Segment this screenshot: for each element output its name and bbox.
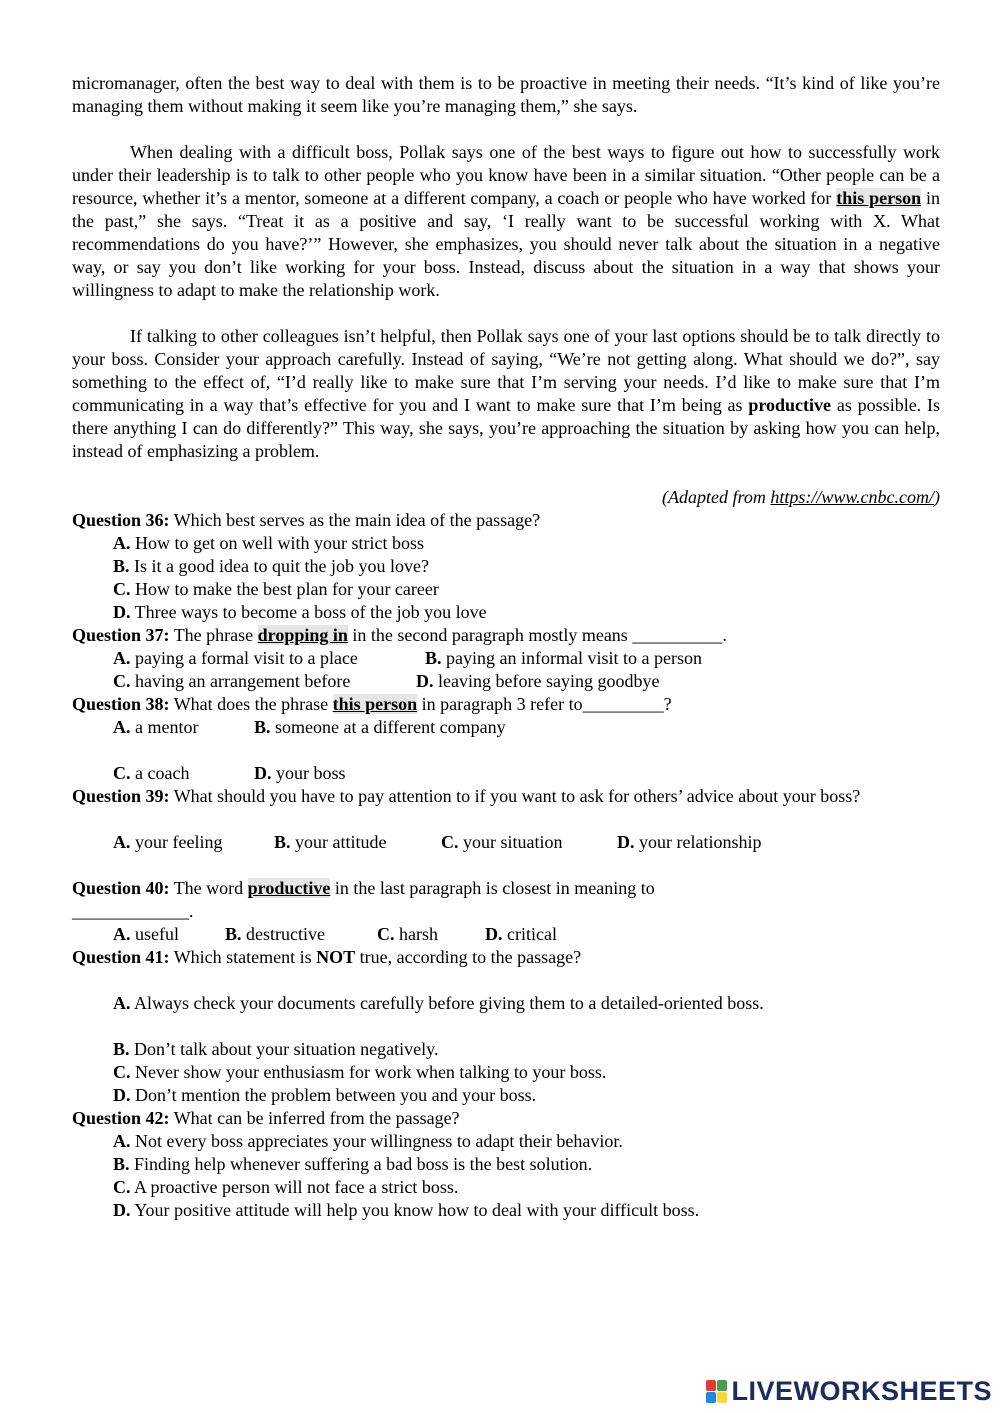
option-letter: D. xyxy=(113,602,131,622)
passage-paragraph-1 xyxy=(72,72,940,118)
brand-name: LIVEWORKSHEETS xyxy=(731,1375,992,1406)
option-c[interactable] xyxy=(113,1061,940,1084)
option-a[interactable] xyxy=(113,1130,940,1153)
option-letter: C. xyxy=(113,1062,131,1082)
option-c[interactable] xyxy=(113,670,416,693)
logo-square-icon xyxy=(706,1392,716,1403)
option-text: your feeling xyxy=(130,832,223,852)
option-d[interactable] xyxy=(113,601,940,624)
question-label: Question 39: xyxy=(72,786,170,806)
option-text: your relationship xyxy=(634,832,762,852)
question-text: Which statement is xyxy=(169,947,317,967)
option-letter: D. xyxy=(485,924,503,944)
passage-paragraph-2 xyxy=(72,141,940,302)
option-text: leaving before saying goodbye xyxy=(433,671,660,691)
option-text: your situation xyxy=(458,832,563,852)
question-label: Question 37: xyxy=(72,625,170,645)
highlighted-phrase: dropping in xyxy=(257,625,348,645)
option-a[interactable] xyxy=(113,923,225,946)
option-b[interactable] xyxy=(113,1153,940,1176)
paragraph-text: in the past,” she says. “Treat it as a positive and say, ‘I really want to be successful working with X. What recommendations do you have?’” However, she emphasizes, you should never talk about the situation in a negative way, or say you don’t like working for your boss. Instead, discuss about the situation in a way that shows your willingness to adapt to make the relationship work. xyxy=(72,188,940,300)
question-text: The phrase xyxy=(169,625,258,645)
option-text: How to make the best plan for your career xyxy=(130,579,439,599)
spacer xyxy=(72,1015,940,1038)
paragraph-text: as possible. Is there anything I can do differently?” This way, she says, you’re approaching the situation by asking how you can help, instead of emphasizing a problem. xyxy=(72,395,941,461)
question-label: Question 41: xyxy=(72,947,170,967)
option-text: critical xyxy=(502,924,557,944)
option-letter: C. xyxy=(441,832,459,852)
question-41 xyxy=(72,946,940,969)
emphasis-word: NOT xyxy=(316,947,356,967)
question-text: What should you have to pay attention to if you want to ask for others’ advice about your boss? xyxy=(169,786,861,806)
option-c[interactable] xyxy=(113,1176,940,1199)
option-text: useful xyxy=(130,924,179,944)
option-c[interactable] xyxy=(441,831,617,854)
bold-word: productive xyxy=(748,395,832,415)
question-text: in the last paragraph is closest in meaning to xyxy=(330,878,655,898)
highlighted-phrase: productive xyxy=(247,878,331,898)
source-link[interactable]: https://www.cnbc.com/ xyxy=(770,487,934,507)
option-b[interactable] xyxy=(254,716,506,739)
question-text: What does the phrase xyxy=(169,694,333,714)
option-letter: A. xyxy=(113,717,131,737)
option-text: Don’t talk about your situation negatively. xyxy=(129,1039,439,1059)
option-letter: A. xyxy=(113,648,131,668)
question-39 xyxy=(72,785,940,808)
option-letter: B. xyxy=(254,717,271,737)
question-label: Question 38: xyxy=(72,694,170,714)
logo-icon xyxy=(706,1380,727,1403)
paragraph-text: When dealing with a difficult boss, Pollak says one of the best ways to figure out how to successfully work under their leadership is to talk to other people who you know have been in a similar situation. “Other people can be a resource, whether it’s a mentor, someone at a different company, a coach or people who have worked for xyxy=(72,142,940,208)
option-text: destructive xyxy=(241,924,325,944)
option-a[interactable] xyxy=(113,831,274,854)
spacer xyxy=(72,969,940,992)
spacer xyxy=(72,854,940,877)
option-text: Finding help whenever suffering a bad boss is the best solution. xyxy=(129,1154,593,1174)
question-38 xyxy=(72,693,940,716)
option-letter: C. xyxy=(113,671,131,691)
option-a[interactable] xyxy=(113,992,940,1015)
question-text: in paragraph 3 refer to_________? xyxy=(417,694,672,714)
option-b[interactable] xyxy=(225,923,377,946)
option-text: your attitude xyxy=(290,832,387,852)
logo-square-icon xyxy=(717,1392,727,1403)
option-text: Is it a good idea to quit the job you love? xyxy=(129,556,429,576)
option-row xyxy=(113,762,940,785)
paragraph-text: micromanager, often the best way to deal with them is to be proactive in meeting their needs. “It’s kind of like you’re managing them without making it seem like you’re managing them,” she says. xyxy=(72,73,940,116)
option-letter: B. xyxy=(225,924,242,944)
question-text: What can be inferred from the passage? xyxy=(169,1108,460,1128)
option-text: a mentor xyxy=(130,717,199,737)
option-letter: B. xyxy=(425,648,442,668)
option-letter: D. xyxy=(254,763,272,783)
option-text: paying a formal visit to a place xyxy=(130,648,358,668)
option-row xyxy=(113,647,940,670)
spacer xyxy=(72,739,940,762)
option-letter: A. xyxy=(113,832,131,852)
logo-square-icon xyxy=(717,1380,727,1391)
option-text: A proactive person will not face a strict boss. xyxy=(130,1177,459,1197)
question-42 xyxy=(72,1107,940,1130)
highlighted-phrase: this person xyxy=(836,188,922,208)
option-text: having an arrangement before xyxy=(130,671,351,691)
option-letter: B. xyxy=(113,556,130,576)
liveworksheets-logo[interactable] xyxy=(706,1376,992,1406)
question-36 xyxy=(72,509,940,532)
option-letter: C. xyxy=(113,1177,131,1197)
question-text: true, according to the passage? xyxy=(355,947,582,967)
option-letter: D. xyxy=(416,671,434,691)
option-d[interactable] xyxy=(113,1084,940,1107)
option-text: a coach xyxy=(130,763,190,783)
citation-suffix: ) xyxy=(934,487,940,507)
logo-square-icon xyxy=(706,1380,716,1391)
option-text: harsh xyxy=(394,924,438,944)
answer-blank[interactable]: _____________. xyxy=(72,901,194,921)
option-text: Not every boss appreciates your willingness to adapt their behavior. xyxy=(130,1131,623,1151)
option-d[interactable] xyxy=(113,1199,940,1222)
option-a[interactable] xyxy=(113,716,254,739)
option-text: Three ways to become a boss of the job you love xyxy=(130,602,487,622)
paragraph-text: If talking to other colleagues isn’t helpful, then Pollak says one of your last options should be to talk directly to your boss. Consider your approach carefully. Instead of saying, “We’re not getting along. What should we do?”, say something to the effect of, “I’d really like to make sure that I’m serving your needs. I’d like to make sure that I’m communicating in a way that’s effective for you and I want to make sure that I’m being as xyxy=(72,326,940,415)
option-a[interactable] xyxy=(113,532,940,555)
option-c[interactable] xyxy=(113,578,940,601)
question-text: Which best serves as the main idea of the passage? xyxy=(169,510,541,530)
option-text: someone at a different company xyxy=(270,717,506,737)
option-letter: A. xyxy=(113,1131,131,1151)
option-letter: B. xyxy=(113,1039,130,1059)
option-a[interactable] xyxy=(113,647,425,670)
option-b[interactable] xyxy=(113,1038,940,1061)
question-label: Question 36: xyxy=(72,510,170,530)
option-letter: B. xyxy=(274,832,291,852)
option-b[interactable] xyxy=(274,831,441,854)
source-citation xyxy=(72,486,940,509)
question-label: Question 42: xyxy=(72,1108,170,1128)
option-letter: A. xyxy=(113,993,131,1013)
option-c[interactable] xyxy=(113,762,254,785)
option-text: Don’t mention the problem between you and your boss. xyxy=(130,1085,537,1105)
option-row xyxy=(113,831,940,854)
option-d[interactable] xyxy=(485,923,557,946)
option-letter: D. xyxy=(617,832,635,852)
option-text: How to get on well with your strict boss xyxy=(130,533,424,553)
question-text: in the second paragraph mostly means __________. xyxy=(347,625,727,645)
passage-paragraph-3 xyxy=(72,325,940,463)
highlighted-phrase: this person xyxy=(332,694,418,714)
option-letter: C. xyxy=(113,579,131,599)
option-row xyxy=(113,923,940,946)
option-b[interactable] xyxy=(425,647,702,670)
question-text: The word xyxy=(169,878,248,898)
option-text: your boss xyxy=(271,763,346,783)
option-text: Always check your documents carefully before giving them to a detailed-oriented boss. xyxy=(130,993,764,1013)
option-d[interactable] xyxy=(617,831,761,854)
option-letter: A. xyxy=(113,924,131,944)
option-letter: A. xyxy=(113,533,131,553)
option-letter: B. xyxy=(113,1154,130,1174)
option-letter: C. xyxy=(113,763,131,783)
option-row xyxy=(113,670,940,693)
option-text: Your positive attitude will help you know how to deal with your difficult boss. xyxy=(130,1200,700,1220)
option-letter: D. xyxy=(113,1200,131,1220)
citation-prefix: (Adapted from xyxy=(662,487,771,507)
question-label: Question 40: xyxy=(72,878,170,898)
option-text: paying an informal visit to a person xyxy=(441,648,702,668)
option-d[interactable] xyxy=(254,762,346,785)
option-row xyxy=(113,716,940,739)
option-d[interactable] xyxy=(416,670,659,693)
worksheet-page xyxy=(72,72,940,1222)
option-letter: C. xyxy=(377,924,395,944)
question-40 xyxy=(72,877,940,900)
option-b[interactable] xyxy=(113,555,940,578)
option-text: Never show your enthusiasm for work when talking to your boss. xyxy=(130,1062,607,1082)
option-c[interactable] xyxy=(377,923,485,946)
option-letter: D. xyxy=(113,1085,131,1105)
question-37 xyxy=(72,624,940,647)
